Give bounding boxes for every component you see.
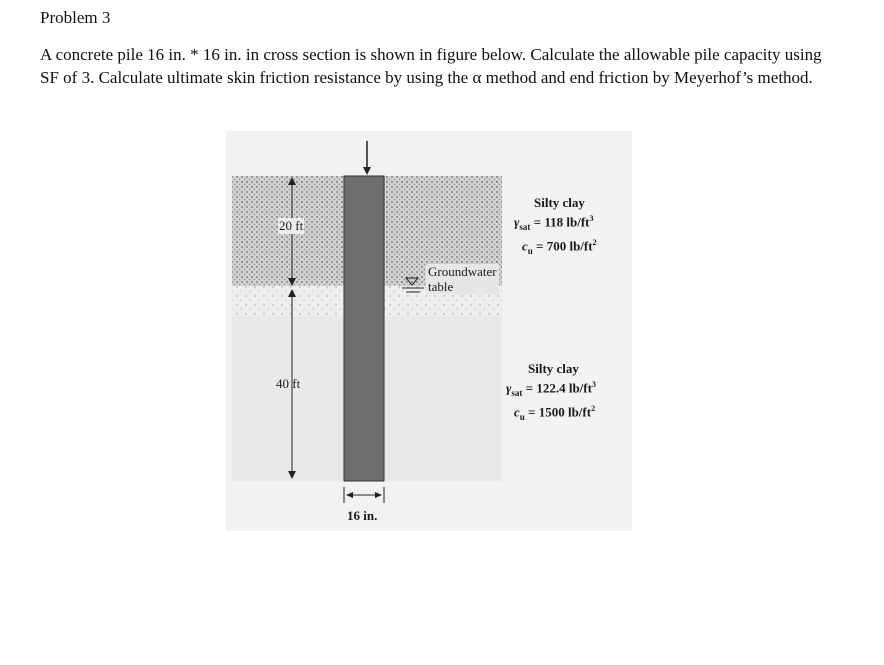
lower-layer-cu: $c_u = 1500$ $lb/ft^2$: [514, 403, 596, 422]
lower-layer-properties: [506, 361, 596, 425]
upper-depth-label: 20 ft: [279, 218, 304, 233]
problem-statement: A concrete pile 16 in. * 16 in. in cross section is shown in figure below. Calculate the allowable pile capacity using SF of 3. Calculate ultimate skin friction resistance by using the α method and end friction by Meyerhof’s method.: [40, 45, 822, 87]
upper-layer-properties: [514, 195, 597, 259]
lower-depth-label: 40 ft: [276, 376, 301, 391]
groundwater-label-line2: table: [428, 279, 454, 294]
pile-diagram: [226, 131, 632, 531]
upper-layer-cu: $c_u = 700$ $lb/ft^2$: [522, 237, 597, 256]
lower-layer-gamma: $\gamma_{sat} = 122.4$ $lb/ft^3$: [506, 380, 596, 398]
pile: [344, 176, 384, 481]
lower-layer-name: Silty clay: [528, 361, 579, 376]
upper-layer-name: Silty clay: [534, 195, 585, 210]
pile-figure: [226, 131, 632, 531]
width-label: 16 in.: [347, 508, 378, 523]
groundwater-label: [426, 264, 499, 294]
groundwater-label-line1: Groundwater: [428, 264, 497, 279]
upper-layer-gamma: $\gamma_{sat} = 118$ $lb/ft^3$: [514, 214, 594, 232]
problem-heading: Problem 3: [40, 8, 111, 27]
